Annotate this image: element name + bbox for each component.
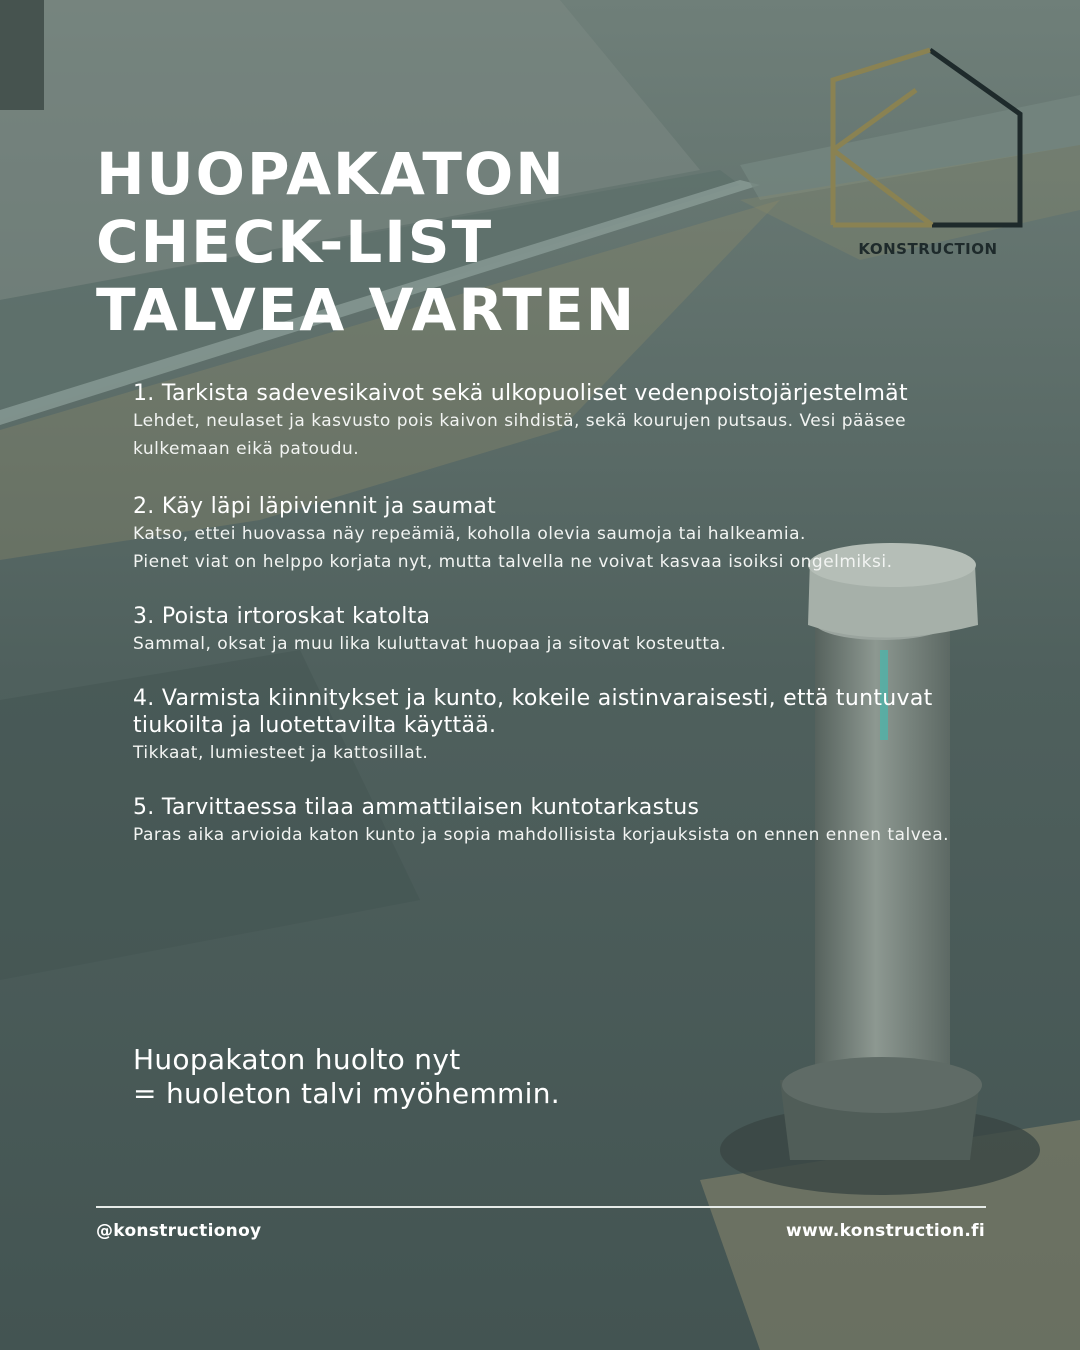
- item-description: Sammal, oksat ja muu lika kuluttavat huopaa ja sitovat kosteutta.: [133, 634, 727, 654]
- footer-divider: [96, 1206, 986, 1208]
- website-link[interactable]: www.konstruction.fi: [785, 1221, 985, 1241]
- item-title: 5. Tarvittaessa tilaa ammattilaisen kuntotarkastus: [133, 795, 700, 820]
- item-title: 1. Tarkista sadevesikaivot sekä ulkopuoliset vedenpoistojärjestelmät: [133, 381, 908, 406]
- checklist-item-1: [133, 380, 953, 463]
- social-handle[interactable]: @konstructionoy: [96, 1221, 262, 1241]
- closing-statement: [133, 1043, 953, 1111]
- closing-line-2: = huoleton talvi myöhemmin.: [133, 1077, 560, 1110]
- item-description: Tikkaat, lumiesteet ja kattosillat.: [133, 743, 429, 763]
- item-description-extra: Pienet viat on helppo korjata nyt, mutta talvella ne voivat kasvaa isoiksi ongelmiksi.: [133, 552, 893, 572]
- item-title: 3. Poista irtoroskat katolta: [133, 604, 431, 629]
- checklist-item-5: [133, 794, 953, 849]
- title-line-3: TALVEA VARTEN: [96, 276, 637, 344]
- konstruction-logo: [830, 42, 1026, 258]
- house-k-mark-icon: [830, 42, 1026, 232]
- brand-name: KONSTRUCTION: [858, 240, 998, 258]
- page-title: [96, 140, 796, 344]
- item-title: 4. Varmista kiinnitykset ja kunto, kokeile aistinvaraisesti, että tuntuvat tiukoilta ja luotettavilta käyttää.: [133, 686, 933, 738]
- item-description: Lehdet, neulaset ja kasvusto pois kaivon sihdistä, sekä kourujen putsaus. Vesi pääsee kulkemaan eikä patoudu.: [133, 411, 907, 459]
- item-description: Katso, ettei huovassa näy repeämiä, koholla olevia saumoja tai halkeamia.: [133, 524, 806, 544]
- title-line-2: CHECK-LIST: [96, 208, 494, 276]
- title-line-1: HUOPAKATON: [96, 140, 566, 208]
- item-title: 2. Käy läpi läpiviennit ja saumat: [133, 494, 497, 519]
- checklist-item-4: [133, 685, 953, 767]
- closing-line-1: Huopakaton huolto nyt: [133, 1043, 461, 1076]
- checklist-item-3: [133, 603, 953, 658]
- item-description: Paras aika arvioida katon kunto ja sopia mahdollisista korjauksista on ennen ennen talvea.: [133, 825, 950, 845]
- checklist-item-2: [133, 493, 953, 576]
- checklist: [133, 380, 953, 849]
